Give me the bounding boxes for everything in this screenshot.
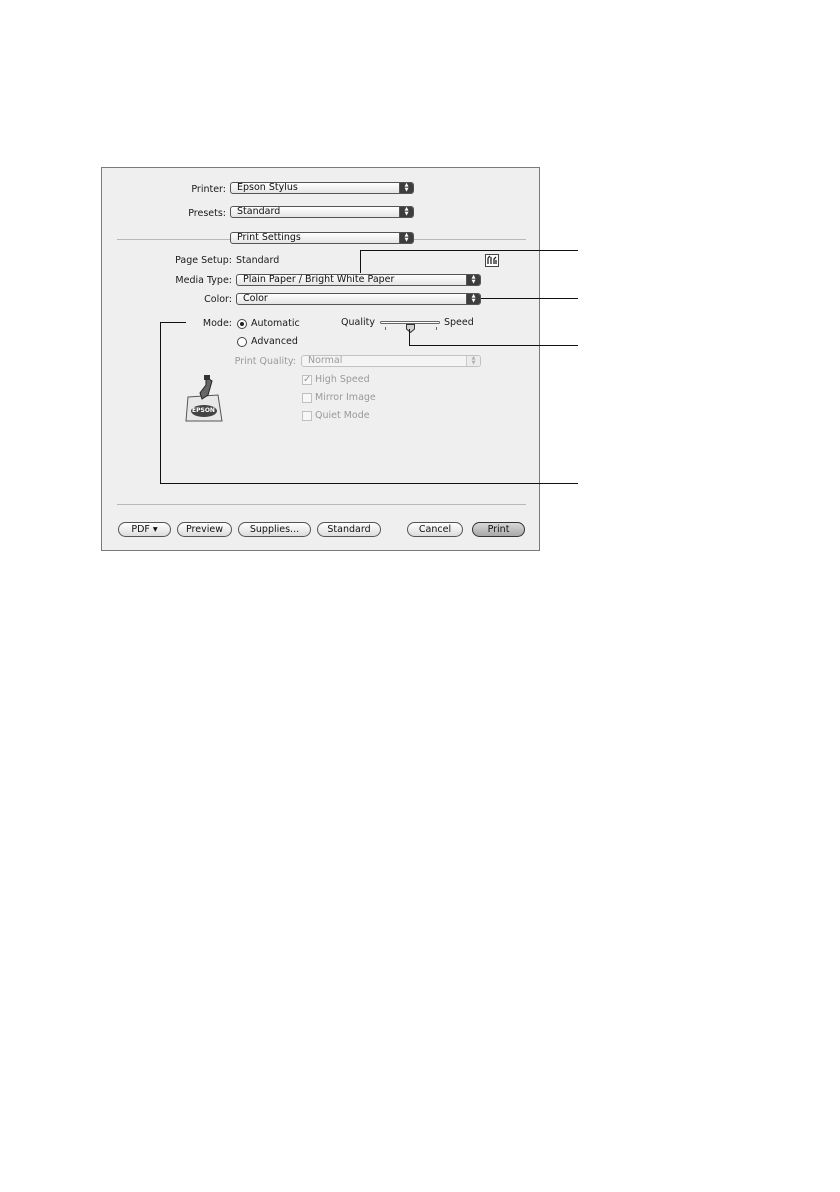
mirror-image-label: Mirror Image bbox=[315, 392, 376, 403]
media-type-value: Plain Paper / Bright White Paper bbox=[243, 274, 395, 285]
pdf-button[interactable]: PDF ▾ bbox=[118, 522, 171, 537]
popup-arrows-icon: ▲ ▼ bbox=[466, 275, 480, 285]
quality-speed-slider[interactable] bbox=[380, 317, 440, 331]
media-type-popup[interactable] bbox=[236, 274, 481, 286]
callout-slider-v bbox=[409, 329, 410, 345]
quiet-mode-label: Quiet Mode bbox=[315, 410, 370, 421]
callout-color bbox=[481, 298, 578, 299]
preview-button[interactable]: Preview bbox=[177, 522, 232, 537]
cancel-button[interactable]: Cancel bbox=[407, 522, 463, 537]
callout-media-type-h bbox=[360, 250, 578, 251]
page-setup-label: Page Setup: bbox=[175, 255, 232, 266]
callout-mode-v bbox=[160, 322, 161, 484]
epson-logo-icon bbox=[184, 373, 224, 423]
page-setup-value: Standard bbox=[236, 255, 280, 266]
presets-popup[interactable] bbox=[230, 206, 414, 218]
mirror-image-checkbox[interactable] bbox=[302, 393, 312, 403]
mode-advanced-radio[interactable] bbox=[237, 337, 247, 347]
popup-arrows-icon: ▲ ▼ bbox=[399, 233, 413, 243]
print-quality-label: Print Quality: bbox=[234, 356, 296, 367]
color-value: Color bbox=[243, 293, 268, 304]
slider-quality-label: Quality bbox=[341, 317, 375, 328]
supplies-button[interactable]: Supplies... bbox=[238, 522, 311, 537]
callout-mode-h-bottom bbox=[160, 483, 578, 484]
mode-label: Mode: bbox=[202, 318, 232, 329]
print-dialog bbox=[101, 167, 540, 551]
callout-media-type-v bbox=[360, 250, 361, 273]
slider-tick bbox=[385, 327, 386, 330]
popup-arrows-icon: ▲ ▼ bbox=[399, 183, 413, 193]
printer-label: Printer: bbox=[191, 184, 226, 195]
color-popup[interactable] bbox=[236, 293, 481, 305]
mode-advanced-label: Advanced bbox=[251, 336, 298, 347]
slider-speed-label: Speed bbox=[444, 317, 474, 328]
popup-arrows-icon: ▲ ▼ bbox=[399, 207, 413, 217]
presets-value: Standard bbox=[237, 206, 281, 217]
popup-arrows-icon: ▲ ▼ bbox=[466, 294, 480, 304]
slider-tick bbox=[436, 327, 437, 330]
media-type-label: Media Type: bbox=[175, 275, 232, 286]
mode-automatic-label: Automatic bbox=[251, 318, 300, 329]
printer-utility-icon[interactable] bbox=[485, 252, 499, 265]
panel-value: Print Settings bbox=[237, 232, 301, 243]
presets-label: Presets: bbox=[188, 208, 226, 219]
slider-thumb[interactable] bbox=[406, 318, 415, 327]
separator-bottom bbox=[117, 504, 526, 505]
color-label: Color: bbox=[204, 294, 232, 305]
mode-automatic-radio[interactable] bbox=[237, 319, 247, 329]
panel-popup[interactable] bbox=[230, 232, 414, 244]
quiet-mode-checkbox[interactable] bbox=[302, 411, 312, 421]
callout-mode-h-top bbox=[160, 322, 186, 323]
print-quality-value: Normal bbox=[308, 355, 343, 366]
print-button[interactable]: Print bbox=[472, 522, 525, 537]
callout-slider-h bbox=[409, 345, 578, 346]
printer-value: Epson Stylus bbox=[237, 182, 298, 193]
popup-arrows-icon: ▲ ▼ bbox=[466, 356, 480, 366]
standard-button[interactable]: Standard bbox=[317, 522, 381, 537]
printer-popup[interactable] bbox=[230, 182, 414, 194]
epson-logo-text: EPSON bbox=[192, 407, 215, 414]
high-speed-label: High Speed bbox=[315, 374, 370, 385]
high-speed-checkbox[interactable]: ✓ bbox=[303, 374, 312, 385]
print-quality-popup[interactable] bbox=[301, 355, 481, 367]
